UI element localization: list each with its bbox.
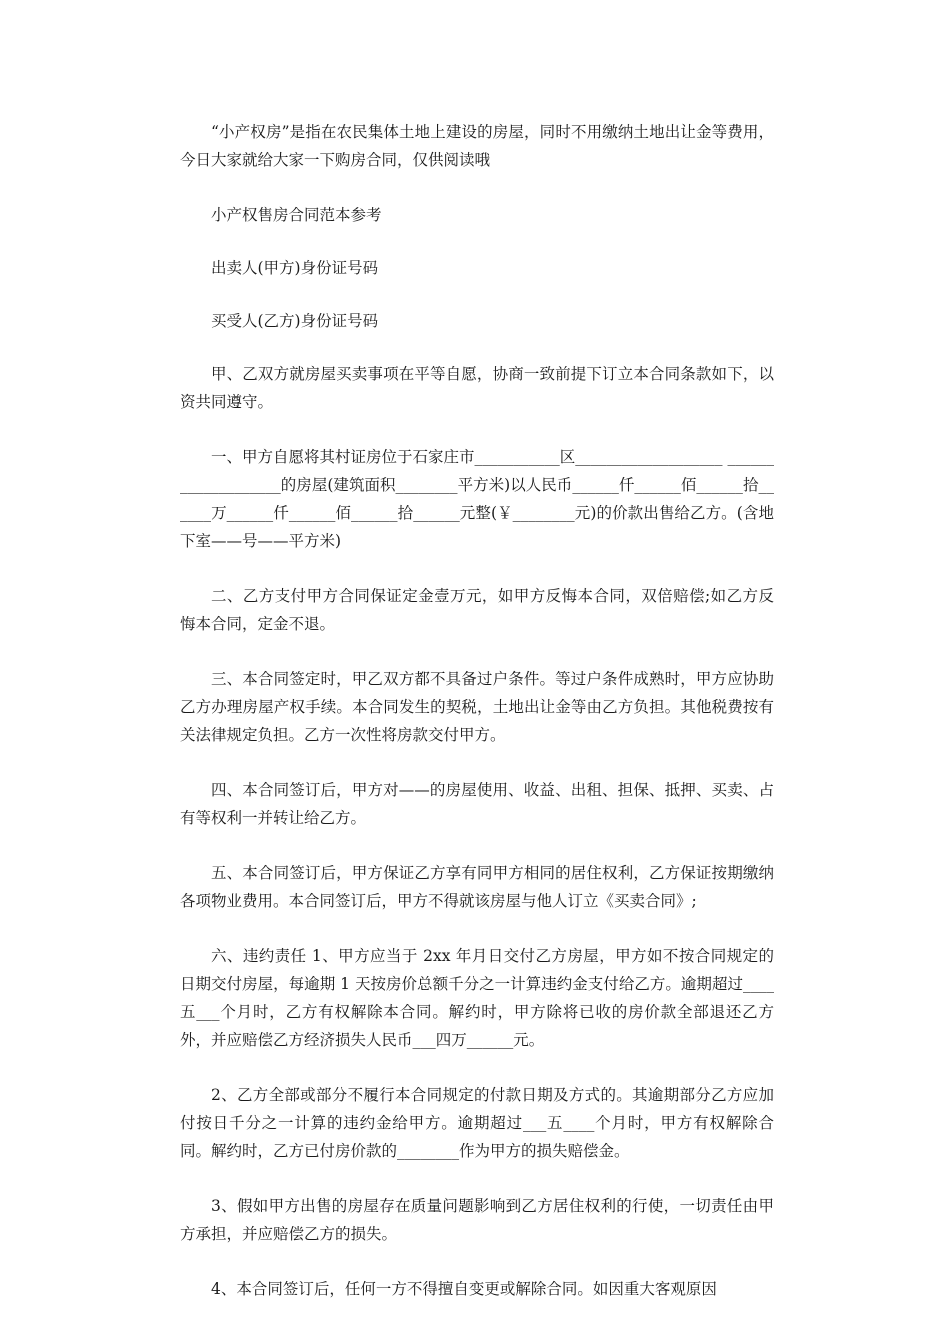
seller-id-line: 出卖人(甲方)身份证号码 [211, 259, 379, 277]
clause-5: 五、本合同签订后，甲方保证乙方享有同甲方相同的居住权利，乙方保证按期缴纳各项物业费用。本合同签订后，甲方不得就该房屋与他人订立《买卖合同》; [180, 864, 774, 910]
clause-3: 三、本合同签定时，甲乙双方都不具备过户条件。等过户条件成熟时，甲方应协助乙方办理房屋产权手续。本合同发生的契税，土地出让金等由乙方负担。其他税费按有关法律规定负担。乙方一次性将房款交付甲方。 [180, 670, 774, 744]
buyer-id-line: 买受人(乙方)身份证号码 [211, 312, 379, 330]
contract-title: 小产权售房合同范本参考 [211, 206, 382, 224]
clause-6-3: 3、假如甲方出售的房屋存在质量问题影响到乙方居住权利的行使，一切责任由甲方承担，并应赔偿乙方的损失。 [180, 1197, 774, 1243]
clause-6-4: 4、本合同签订后，任何一方不得擅自变更或解除合同。如因重大客观原因 [211, 1280, 717, 1298]
clause-4: 四、本合同签订后，甲方对——的房屋使用、收益、出租、担保、抵押、买卖、占有等权利一并转让给乙方。 [180, 781, 774, 827]
clause-2: 二、乙方支付甲方合同保证定金壹万元，如甲方反悔本合同，双倍赔偿;如乙方反悔本合同，定金不退。 [180, 587, 774, 633]
clause-1: 一、甲方自愿将其村证房位于石家庄市___________区___________________ ___________________的房屋(建筑面积________平方米)以人民币______仟______佰______拾______万______仟______佰______拾______元整(￥________元)的价款出售给乙方。(含地下室——号——平方米) [180, 448, 774, 550]
clause-6-2: 2、乙方全部或部分不履行本合同规定的付款日期及方式的。其逾期部分乙方应加付按日千分之一计算的违约金给甲方。逾期超过___五____个月时，甲方有权解除合同。解约时，乙方已付房价款的________作为甲方的损失赔偿金。 [180, 1086, 774, 1160]
contract-document [180, 118, 774, 1330]
preamble-paragraph: 甲、乙双方就房屋买卖事项在平等自愿，协商一致前提下订立本合同条款如下，以资共同遵守。 [180, 365, 774, 411]
intro-paragraph: “小产权房”是指在农民集体土地上建设的房屋，同时不用缴纳土地出让金等费用，今日大家就给大家一下购房合同，仅供阅读哦 [180, 123, 774, 169]
clause-6: 六、违约责任 1、甲方应当于 2xx 年月日交付乙方房屋，甲方如不按合同规定的日期交付房屋，每逾期 1 天按房价总额千分之一计算违约金支付给乙方。逾期超过____五___个月时，乙方有权解除本合同。解约时，甲方除将已收的房价款全部退还乙方外，并应赔偿乙方经济损失人民币___四万______元。 [180, 947, 774, 1049]
